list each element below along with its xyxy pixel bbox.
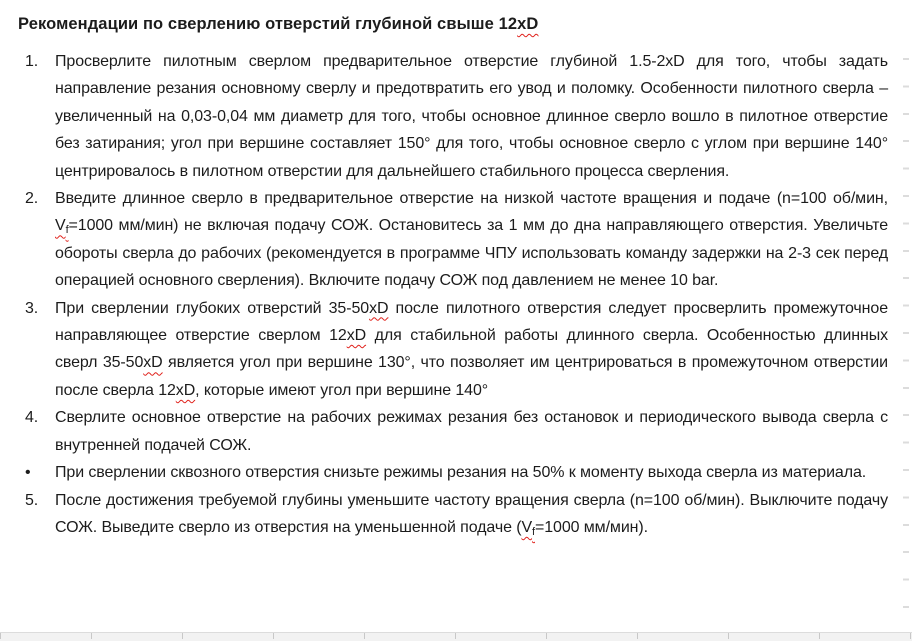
list-item-4 <box>18 404 888 459</box>
text-run: после пилотного отверстия следует просверлить промежуточное направляющее отверстие сверлом 12 <box>55 299 889 345</box>
list-item-text <box>55 53 888 180</box>
text-run: Сверлите основное отверстие на рабочих режимах резания без остановок и периодического вывода сверла с внутренней подачей СОЖ. <box>55 409 888 454</box>
list-item-6 <box>18 487 888 542</box>
list-item-5 <box>18 459 888 486</box>
list-item-text <box>55 409 888 453</box>
list-item-text <box>55 300 888 399</box>
misspelled-text: V <box>521 518 533 536</box>
text-run: Рекомендации по сверлению отверстий глубиной свыше 12 <box>18 15 518 33</box>
list-item-text <box>55 464 866 481</box>
text-run: для стабильной работы длинного сверла. Особенностью длинных сверл 35-50 <box>55 327 888 372</box>
bottom-grid-strip <box>0 632 912 641</box>
text-run: =1000 мм/мин) не включая подачу СОЖ. Остановитесь за 1 мм до дна направляющего отверстия. Увеличьте обороты сверла до рабочих (рекомендуется в программе ЧПУ использовать команду задержки на 2-3 сек перед операцией основного сверления). Включите подачу СОЖ под давлением не менее 10 bar. <box>55 217 888 290</box>
recommendation-list <box>18 48 888 541</box>
list-marker: 3. <box>25 299 39 317</box>
misspelled-text: V <box>55 217 66 235</box>
list-marker: 2. <box>25 190 39 208</box>
text-run: является угол при вершине 130°, что позволяет им центрироваться в промежуточном отверстии после сверла 12 <box>55 354 888 399</box>
misspelled-text: xD <box>369 299 389 317</box>
text-run: Просверлите пилотным сверлом предварительное отверстие глубиной 1.5-2xD для того, чтобы задать направление резания основному сверлу и предотвратить его увод и поломку. Особенности пилотного сверла – увеличенный на 0,03-0,04 мм диаметр для того, чтобы основное длинное сверло вошло в пилотное отверстие без затирания; угол при вершине составляет 150° для того, чтобы основное сверло с углом при вершине 140° центрировалось в пилотном отверстии для дальнейшего стабильного процесса сверления. <box>55 53 888 180</box>
text-run: При сверлении глубоких отверстий 35-50 <box>55 299 370 317</box>
list-item-3 <box>18 295 888 405</box>
list-item-text <box>55 492 888 536</box>
document-title <box>18 12 888 36</box>
misspelled-text: f <box>532 525 535 538</box>
misspelled-text: f <box>65 224 69 237</box>
list-marker: • <box>25 464 31 482</box>
text-run: При сверлении сквозного отверстия снизьте режимы резания на 50% к моменту выхода сверла из материала. <box>55 464 867 482</box>
list-item-2 <box>18 185 888 295</box>
list-marker: 5. <box>25 491 39 509</box>
text-run: После достижения требуемой глубины уменьшите частоту вращения сверла (n=100 об/мин). Выключите подачу СОЖ. Выведите сверло из отверстия на уменьшенной подаче ( <box>55 491 888 536</box>
misspelled-text: xD <box>346 327 367 345</box>
misspelled-text: xD <box>143 354 163 372</box>
text-run: Введите длинное сверло в предварительное отверстие на низкой частоте вращения и подаче (n=100 об/мин, <box>55 190 888 208</box>
list-marker: 1. <box>25 53 39 70</box>
table-gridline-marks <box>903 58 909 623</box>
misspelled-text: xD <box>517 15 539 33</box>
text-run: , которые имеют угол при вершине 140° <box>195 381 489 399</box>
text-run: =1000 мм/мин). <box>535 518 648 536</box>
list-item-text <box>55 190 888 289</box>
misspelled-text: xD <box>175 381 196 399</box>
list-item-1 <box>18 48 888 185</box>
list-marker: 4. <box>25 409 39 427</box>
